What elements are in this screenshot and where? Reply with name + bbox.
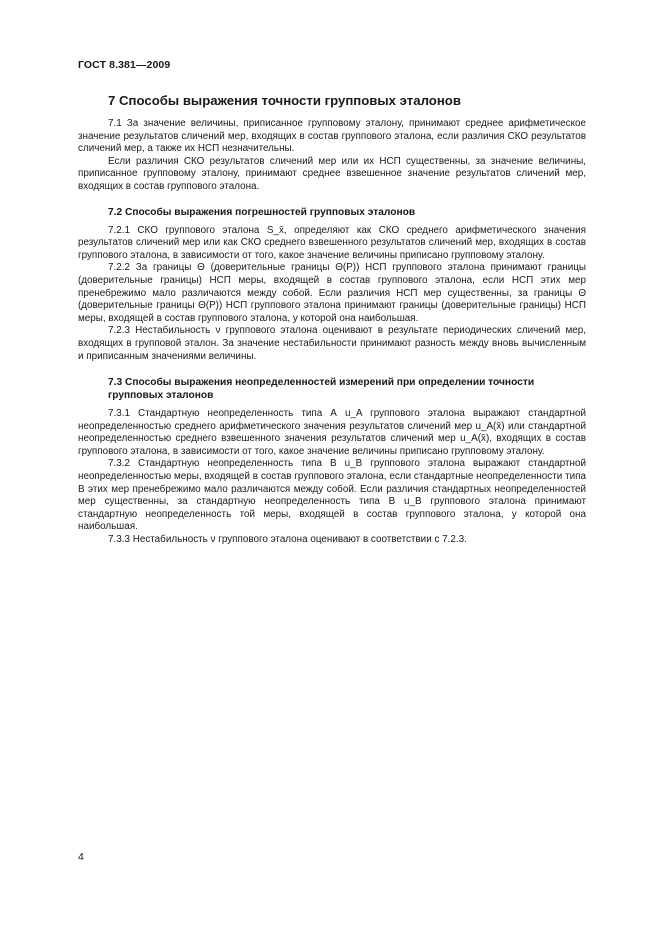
document-body bbox=[78, 92, 586, 547]
paragraph-7-3-1: 7.3.1 Стандартную неопределенность типа А u_A группового эталона выражают стандартной неопределенностью среднего арифметического значения результатов сличений мер u_A(x̄) или стандартной неопределенностью среднего взвешенного значения результатов сличений мер u_A(x̄), входящих в состав группового эталона, в зависимости от того, какое значение величины приписано групповому эталону. bbox=[78, 408, 586, 457]
paragraph-7-1-continued: Если различия СКО результатов сличений мер или их НСП существенны, за значение величины, приписанное групповому эталону, принимают среднее взвешенное значение результатов сличений мер, входящих в состав группового эталона. bbox=[78, 155, 586, 192]
paragraph-7-2-2: 7.2.2 За границы Θ (доверительные границы Θ(P)) НСП группового эталона принимают границы (доверительные границы) НСП меры, входящей в состав группового эталона, если НСП этих мер пренебрежимо мало различаются между собой. Если различия НСП мер существенны, за границы Θ (доверительные границы Θ(P)) НСП группового эталона принимают границы (доверительные границы) НСП меры, входящей в состав группового эталона, у которой она наибольшая. bbox=[78, 262, 586, 324]
paragraph-7-2-3: 7.2.3 Нестабильность ν группового эталона оценивают в результате периодических сличений мер, входящих в групповой эталон. За значение нестабильности принимают разность между вновь вычисленным и приписанным значениями величины. bbox=[78, 325, 586, 362]
paragraph-7-3-2: 7.3.2 Стандартную неопределенность типа В u_B группового эталона выражают стандартной неопределенностью меры, входящей в состав группового эталона, если стандартные неопределенности типа В этих мер пренебрежимо мало различаются между собой. Если различия стандартных неопределенностей мер существенны, за стандартную неопределенность типа В u_B группового эталона принимают стандартную неопределенность той меры, входящей в состав группового эталона, у которой она наибольшая. bbox=[78, 458, 586, 533]
document-header: ГОСТ 8.381—2009 bbox=[78, 59, 171, 71]
section-7-title: 7 Способы выражения точности групповых эталонов bbox=[108, 93, 461, 108]
paragraph-7-2-1: 7.2.1 СКО группового эталона S_x̄, определяют как СКО среднего арифметического значения результатов сличений мер или как СКО среднего взвешенного результатов сличений мер, входящих в состав группового эталона, в зависимости от того, какое значение величины приписано групповому эталону. bbox=[78, 224, 586, 261]
section-7-2-title: 7.2 Способы выражения погрешностей групповых эталонов bbox=[108, 206, 416, 218]
page-number: 4 bbox=[78, 851, 84, 863]
section-7-3-title: 7.3 Способы выражения неопределенностей измерений при определении точности групповых эталонов bbox=[108, 377, 535, 402]
paragraph-7-3-3: 7.3.3 Нестабильность ν группового эталона оценивают в соответствии с 7.2.3. bbox=[108, 534, 467, 546]
paragraph-7-1: 7.1 За значение величины, приписанное групповому эталону, принимают среднее арифметическое значение результатов сличений мер, входящих в состав группового эталона, если различия СКО результатов сличений мер, а также их НСП незначительны. bbox=[78, 118, 586, 155]
